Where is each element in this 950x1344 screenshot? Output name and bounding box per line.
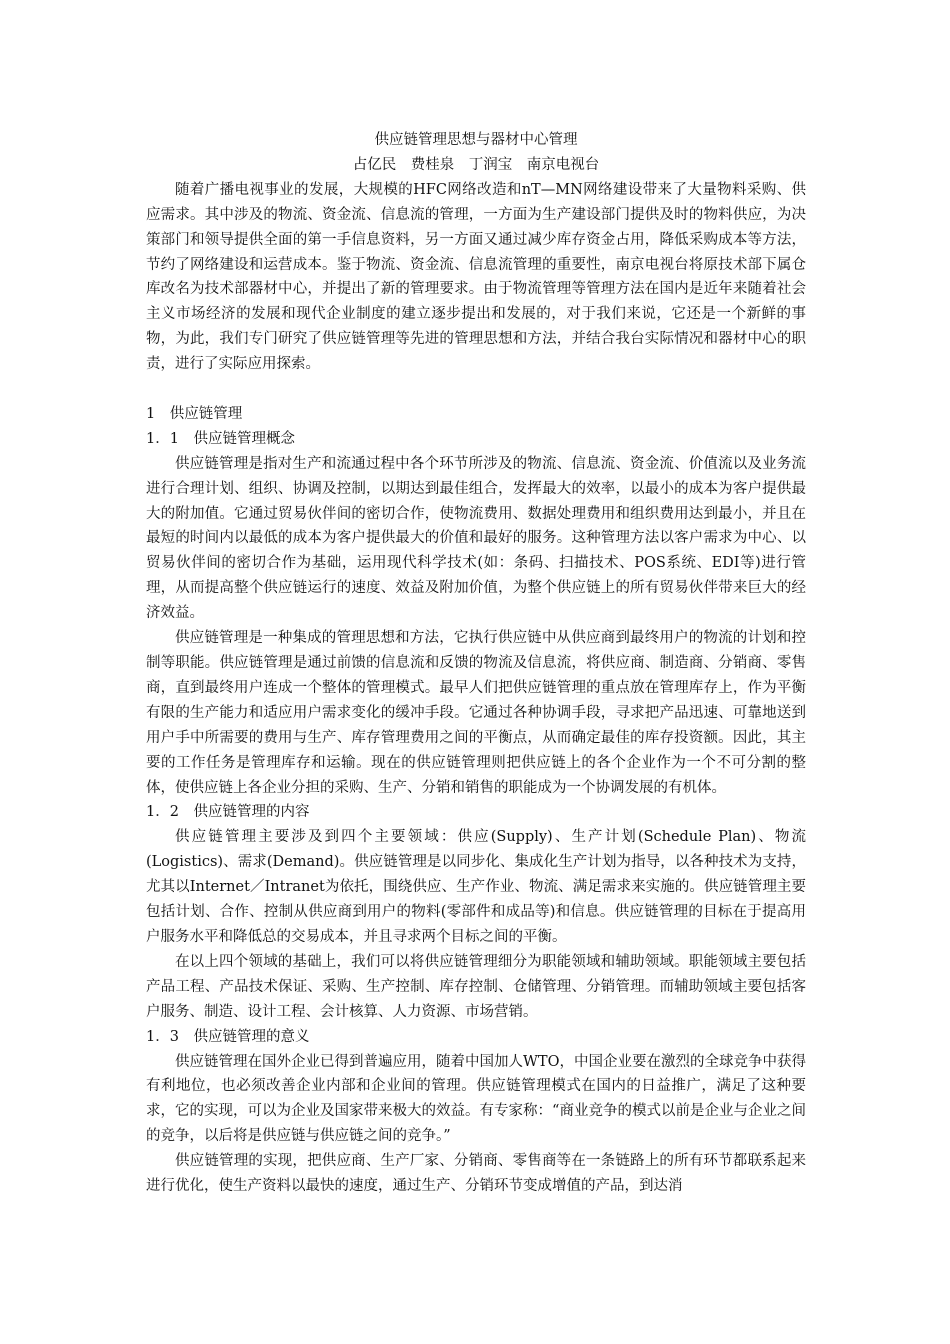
- section-1-1-paragraph-1: 供应链管理是指对生产和流通过程中各个环节所涉及的物流、信息流、资金流、价值流以及业务流进行合理计划、组织、协调及控制，以期达到最佳组合，发挥最大的效率，以最小的成本为客户提供最大的附加值。它通过贸易伙伴间的密切合作，使物流费用、数据处理费用和组织费用达到最小，并且在最短的时间内以最低的成本为客户提供最大的价值和最好的服务。这种管理方法以客户需求为中心、以贸易伙伴间的密切合作为基础，运用现代科学技术(如：条码、扫描技术、POS系统、EDI等)进行管理，从而提高整个供应链运行的速度、效益及附加价值，为整个供应链上的所有贸易伙伴带来巨大的经济效益。: [146, 455, 806, 622]
- section-1-1-paragraph-2: 供应链管理是一种集成的管理思想和方法，它执行供应链中从供应商到最终用户的物流的计划和控制等职能。供应链管理是通过前馈的信息流和反馈的物流及信息流，将供应商、制造商、分销商、零售商，直到最终用户连成一个整体的管理模式。最早人们把供应链管理的重点放在管理库存上，作为平衡有限的生产能力和适应用户需求变化的缓冲手段。它通过各种协调手段，寻求把产品迅速、可靠地送到用户手中所需要的费用与生产、库存管理费用之间的平衡点，从而确定最佳的库存投资额。因此，其主要的工作任务是管理库存和运输。现在的供应链管理则把供应链上的各个企业作为一个不可分割的整体，使供应链上各企业分担的采购、生产、分销和销售的职能成为一个协调发展的有机体。: [146, 630, 806, 796]
- document-title: 供应链管理思想与器材中心管理: [374, 132, 578, 148]
- section-1-3-heading: 1．3 供应链管理的意义: [146, 1028, 310, 1045]
- section-1-1-heading: 1．1 供应链管理概念: [146, 430, 295, 447]
- blank-line: [146, 377, 806, 402]
- section-1-2-paragraph-1: 供应链管理主要涉及到四个主要领域：供应(Supply)、生产计划(Schedule Plan)、物流(Logistics)、需求(Demand)。供应链管理是以同步化、集成化生产计划为指导，以各种技术为支持，尤其以Internet／Intranet为依托，围绕供应、生产作业、物流、满足需求来实施的。供应链管理主要包括计划、合作、控制从供应商到用户的物料(零部件和成品等)和信息。供应链管理的目标在于提高用户服务水平和降低总的交易成本，并且寻求两个目标之间的平衡。: [146, 829, 806, 945]
- document-page: [146, 128, 806, 1199]
- document-authors: 占亿民 费桂泉 丁润宝 南京电视台: [352, 156, 600, 173]
- section-1-2-heading: 1．2 供应链管理的内容: [146, 804, 310, 821]
- intro-paragraph: 随着广播电视事业的发展，大规模的HFC网络改造和nT—MN网络建设带来了大量物料采购、供应需求。其中涉及的物流、资金流、信息流的管理，一方面为生产建设部门提供及时的物料供应，为决策部门和领导提供全面的第一手信息资料，另一方面又通过减少库存资金占用，降低采购成本等方法，节约了网络建设和运营成本。鉴于物流、资金流、信息流管理的重要性，南京电视台将原技术部下属仓库改名为技术部器材中心，并提出了新的管理要求。由于物流管理等管理方法在国内是近年来随着社会主义市场经济的发展和现代企业制度的建立逐步提出和发展的，对于我们来说，它还是一个新鲜的事物，为此，我们专门研究了供应链管理等先进的管理思想和方法，并结合我台实际情况和器材中心的职责，进行了实际应用探索。: [146, 181, 806, 373]
- section-1-3-paragraph-1: 供应链管理在国外企业已得到普遍应用，随着中国加人WTO，中国企业要在激烈的全球竞争中获得有利地位，也必须改善企业内部和企业间的管理。供应链管理模式在国内的日益推广，满足了这种要求，它的实现，可以为企业及国家带来极大的效益。有专家称：“商业竞争的模式以前是企业与企业之间的竞争，以后将是供应链与供应链之间的竞争。”: [146, 1053, 806, 1145]
- section-1-2-paragraph-2: 在以上四个领域的基础上，我们可以将供应链管理细分为职能领域和辅助领域。职能领域主要包括产品工程、产品技术保证、采购、生产控制、库存控制、仓储管理、分销管理。而辅助领域主要包括客户服务、制造、设计工程、会计核算、人力资源、市场营销。: [146, 953, 806, 1020]
- section-1-3-paragraph-2: 供应链管理的实现，把供应商、生产厂家、分销商、零售商等在一条链路上的所有环节都联系起来进行优化，使生产资料以最快的速度，通过生产、分销环节变成增值的产品，到达消: [146, 1153, 806, 1195]
- section-1-heading: 1 供应链管理: [146, 405, 243, 422]
